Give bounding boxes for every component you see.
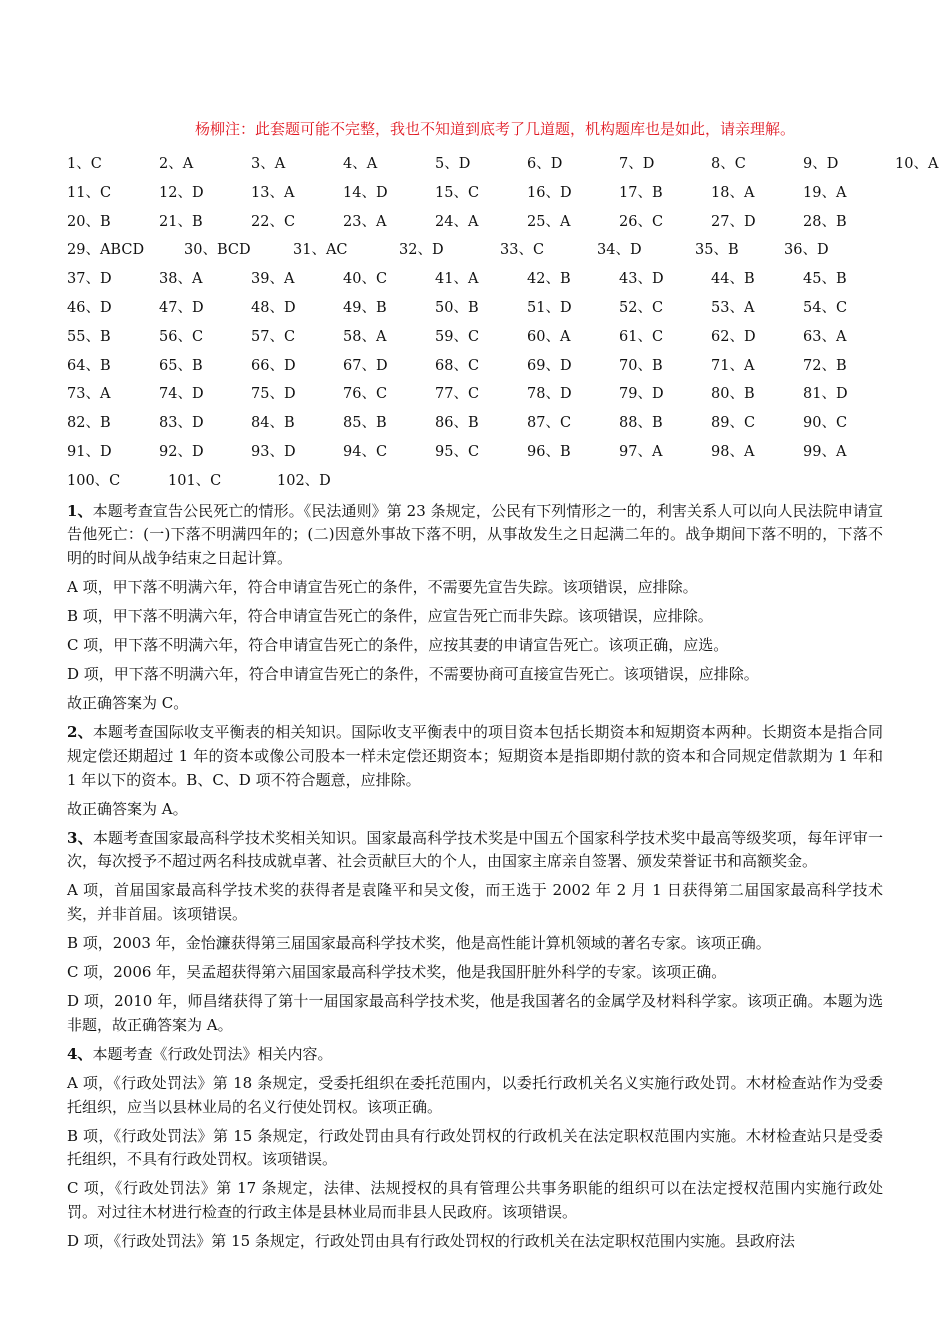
paragraph-text: D 项，甲下落不明满六年，符合申请宣告死亡的条件，不需要协商可直接宣告死亡。该项错误，应排除。 bbox=[67, 665, 759, 684]
answer-cell: 43、D bbox=[619, 271, 664, 288]
explanation-paragraph bbox=[67, 990, 883, 1037]
answer-row bbox=[67, 352, 883, 381]
answer-cell: 96、B bbox=[527, 443, 571, 460]
answer-cell: 70、B bbox=[619, 357, 663, 374]
answer-cell: 102、D bbox=[277, 472, 331, 489]
explanation-paragraph bbox=[67, 1125, 883, 1172]
explanation-paragraph bbox=[67, 721, 883, 792]
explanation-paragraph bbox=[67, 961, 883, 985]
answer-cell: 31、AC bbox=[293, 242, 348, 259]
answer-cell: 100、C bbox=[67, 472, 121, 489]
paragraph-text: 本题考查宣告公民死亡的情形。《民法通则》第 23 条规定，公民有下列情形之一的，利害关系人可以向人民法院申请宣告他死亡：(一)下落不明满四年的；(二)因意外事故下落不明，从事故发生之日起满二年的。战争期间下落不明的，下落不明的时间从战争结束之日起计算。 bbox=[67, 501, 883, 567]
answer-cell: 45、B bbox=[803, 271, 847, 288]
question-number: 1、 bbox=[67, 501, 93, 520]
question-number: 2、 bbox=[67, 723, 93, 742]
answer-cell: 81、D bbox=[803, 386, 848, 403]
answer-cell: 61、C bbox=[619, 328, 664, 345]
answer-cell: 79、D bbox=[619, 386, 664, 403]
explanation-paragraph bbox=[67, 1177, 883, 1224]
paragraph-text: B 项，《行政处罚法》第 15 条规定，行政处罚由具有行政处罚权的行政机关在法定职权范围内实施。木材检查站只是受委托组织，不具有行政处罚权。该项错误。 bbox=[67, 1126, 883, 1169]
paragraph-text: D 项，《行政处罚法》第 15 条规定，行政处罚由具有行政处罚权的行政机关在法定职权范围内实施。县政府法 bbox=[67, 1232, 795, 1251]
answer-cell: 78、D bbox=[527, 386, 572, 403]
answer-cell: 59、C bbox=[435, 328, 480, 345]
explanation-paragraph bbox=[67, 1230, 883, 1254]
answer-cell: 85、B bbox=[343, 415, 387, 432]
paragraph-text: C 项，2006 年，吴孟超获得第六届国家最高科学技术奖，他是我国肝脏外科学的专家。该项正确。 bbox=[67, 963, 727, 982]
answer-row bbox=[67, 265, 883, 294]
answer-cell: 6、D bbox=[527, 156, 563, 172]
answer-cell: 83、D bbox=[159, 415, 204, 432]
answer-cell: 14、D bbox=[343, 184, 388, 201]
answer-cell: 5、D bbox=[435, 156, 471, 172]
explanation-paragraph bbox=[67, 798, 883, 822]
explanation-paragraph bbox=[67, 932, 883, 956]
answer-cell: 57、C bbox=[251, 328, 296, 345]
answer-cell: 36、D bbox=[784, 242, 829, 259]
answer-cell: 86、B bbox=[435, 415, 479, 432]
answer-cell: 58、A bbox=[343, 328, 387, 345]
answer-cell: 27、D bbox=[711, 213, 756, 230]
answer-cell: 23、A bbox=[343, 213, 387, 230]
answer-cell: 64、B bbox=[67, 357, 111, 374]
answer-cell: 49、B bbox=[343, 299, 387, 316]
answer-cell: 15、C bbox=[435, 184, 480, 201]
answer-cell: 12、D bbox=[159, 184, 204, 201]
answer-cell: 16、D bbox=[527, 184, 572, 201]
paragraph-text: B 项，甲下落不明满六年，符合申请宣告死亡的条件，应宣告死亡而非失踪。该项错误，应排除。 bbox=[67, 606, 713, 625]
paragraph-text: 本题考查国际收支平衡表的相关知识。国际收支平衡表中的项目资本包括长期资本和短期资本两种。长期资本是指合同规定偿还期超过 1 年的资本或像公司股本一样未定偿还期资本；短期资本是指即期付款的资本和合同规定借款期为 1 年和 1 年以下的资本。B、C、D 项不符合题意，应排除。 bbox=[67, 723, 883, 789]
question-number: 4、 bbox=[67, 1044, 93, 1063]
answer-cell: 2、A bbox=[159, 156, 194, 172]
answer-cell: 22、C bbox=[251, 213, 296, 230]
answer-cell: 32、D bbox=[399, 242, 444, 259]
answer-cell: 56、C bbox=[159, 328, 204, 345]
answer-cell: 82、B bbox=[67, 415, 111, 432]
answer-cell: 20、B bbox=[67, 213, 111, 230]
explanation-paragraph bbox=[67, 827, 883, 874]
answer-row bbox=[67, 323, 883, 352]
answer-cell: 91、D bbox=[67, 443, 112, 460]
answer-cell: 18、A bbox=[711, 184, 755, 201]
explanation-paragraph bbox=[67, 663, 883, 687]
answer-row bbox=[67, 409, 883, 438]
answer-cell: 66、D bbox=[251, 357, 296, 374]
answer-cell: 46、D bbox=[67, 299, 112, 316]
answer-cell: 24、A bbox=[435, 213, 479, 230]
answer-cell: 11、C bbox=[67, 184, 112, 201]
answer-cell: 17、B bbox=[619, 184, 663, 201]
answer-cell: 98、A bbox=[711, 443, 755, 460]
explanation-paragraph bbox=[67, 1072, 883, 1119]
answer-cell: 94、C bbox=[343, 443, 388, 460]
answer-cell: 77、C bbox=[435, 386, 480, 403]
answer-cell: 63、A bbox=[803, 328, 847, 345]
answer-cell: 35、B bbox=[695, 242, 739, 259]
answer-row bbox=[67, 236, 883, 265]
answer-cell: 19、A bbox=[803, 184, 847, 201]
answer-cell: 8、C bbox=[711, 156, 746, 172]
answer-cell: 39、A bbox=[251, 271, 295, 288]
explanation-paragraph bbox=[67, 605, 883, 629]
answer-cell: 62、D bbox=[711, 328, 756, 345]
answer-cell: 28、B bbox=[803, 213, 847, 230]
paragraph-text: B 项，2003 年，金怡濂获得第三届国家最高科学技术奖，他是高性能计算机领域的著名专家。该项正确。 bbox=[67, 934, 771, 953]
answer-cell: 72、B bbox=[803, 357, 847, 374]
answer-cell: 29、ABCD bbox=[67, 242, 145, 259]
answer-cell: 26、C bbox=[619, 213, 664, 230]
answer-cell: 40、C bbox=[343, 271, 388, 288]
answer-cell: 80、B bbox=[711, 386, 755, 403]
paragraph-text: 故正确答案为 C。 bbox=[67, 694, 189, 713]
answer-cell: 48、D bbox=[251, 299, 296, 316]
paragraph-text: A 项，《行政处罚法》第 18 条规定，受委托组织在委托范围内，以委托行政机关名义实施行政处罚。木材检查站作为受委托组织，应当以县林业局的名义行使处罚权。该项正确。 bbox=[67, 1074, 883, 1116]
answer-cell: 92、D bbox=[159, 443, 204, 460]
answer-row bbox=[67, 150, 939, 179]
answer-cell: 3、A bbox=[251, 156, 286, 172]
answer-cell: 50、B bbox=[435, 299, 479, 316]
answer-cell: 53、A bbox=[711, 299, 755, 316]
paragraph-text: C 项，甲下落不明满六年，符合申请宣告死亡的条件，应按其妻的申请宣告死亡。该项正确，应选。 bbox=[67, 636, 729, 655]
answer-cell: 90、C bbox=[803, 415, 848, 432]
paragraph-text: A 项，甲下落不明满六年，符合申请宣告死亡的条件，不需要先宣告失踪。该项错误，应排除。 bbox=[67, 577, 698, 596]
answer-cell: 25、A bbox=[527, 213, 571, 230]
answer-cell: 54、C bbox=[803, 299, 848, 316]
explanation-paragraph bbox=[67, 1043, 883, 1067]
answer-cell: 71、A bbox=[711, 357, 755, 374]
answer-cell: 44、B bbox=[711, 271, 755, 288]
explanation-paragraph bbox=[67, 879, 883, 926]
answer-row bbox=[67, 179, 883, 208]
answer-row bbox=[67, 467, 883, 496]
answer-row bbox=[67, 294, 883, 323]
answer-cell: 1、C bbox=[67, 156, 102, 172]
answer-cell: 69、D bbox=[527, 357, 572, 374]
paragraph-text: 故正确答案为 A。 bbox=[67, 799, 188, 818]
answer-cell: 88、B bbox=[619, 415, 663, 432]
paragraph-text: 本题考查国家最高科学技术奖相关知识。国家最高科学技术奖是中国五个国家科学技术奖中最高等级奖项，每年评审一次，每次授予不超过两名科技成就卓著、社会贡献巨大的个人，由国家主席亲自签署、颁发荣誉证书和高额奖金。 bbox=[67, 828, 883, 871]
explanations bbox=[67, 500, 883, 1254]
paragraph-text: 本题考查《行政处罚法》相关内容。 bbox=[92, 1044, 333, 1063]
answer-cell: 52、C bbox=[619, 299, 664, 316]
answer-cell: 37、D bbox=[67, 271, 112, 288]
answer-cell: 33、C bbox=[500, 242, 545, 259]
answer-cell: 95、C bbox=[435, 443, 480, 460]
answer-cell: 42、B bbox=[527, 271, 571, 288]
answer-cell: 99、A bbox=[803, 443, 847, 460]
answer-cell: 38、A bbox=[159, 271, 203, 288]
answer-cell: 10、A bbox=[895, 156, 939, 172]
answer-cell: 97、A bbox=[619, 443, 663, 460]
answer-cell: 47、D bbox=[159, 299, 204, 316]
answer-cell: 41、A bbox=[435, 271, 479, 288]
answer-cell: 87、C bbox=[527, 415, 572, 432]
explanation-paragraph bbox=[67, 634, 883, 658]
answer-row bbox=[67, 208, 883, 237]
answer-cell: 13、A bbox=[251, 184, 295, 201]
answer-row bbox=[67, 438, 883, 467]
answer-cell: 4、A bbox=[343, 156, 378, 172]
answer-key bbox=[67, 150, 939, 496]
explanation-paragraph bbox=[67, 692, 883, 716]
paragraph-text: C 项，《行政处罚法》第 17 条规定，法律、法规授权的具有管理公共事务职能的组织可以在法定授权范围内实施行政处罚。对过往木材进行检查的行政主体是县林业局而非县人民政府。该项错误。 bbox=[67, 1179, 883, 1221]
answer-cell: 89、C bbox=[711, 415, 756, 432]
answer-cell: 73、A bbox=[67, 386, 111, 403]
explanation-paragraph bbox=[67, 500, 883, 571]
answer-cell: 21、B bbox=[159, 213, 203, 230]
editor-note: 杨柳注：此套题可能不完整，我也不知道到底考了几道题，机构题库也是如此，请亲理解。 bbox=[194, 120, 795, 138]
answer-cell: 68、C bbox=[435, 357, 480, 374]
answer-cell: 74、D bbox=[159, 386, 204, 403]
document-page bbox=[67, 118, 939, 1259]
answer-cell: 93、D bbox=[251, 443, 296, 460]
answer-cell: 55、B bbox=[67, 328, 111, 345]
answer-cell: 84、B bbox=[251, 415, 295, 432]
answer-cell: 75、D bbox=[251, 386, 296, 403]
explanation-paragraph bbox=[67, 576, 883, 600]
answer-cell: 67、D bbox=[343, 357, 388, 374]
paragraph-text: A 项，首届国家最高科学技术奖的获得者是袁隆平和吴文俊，而王选于 2002 年 2 月 1 日获得第二届国家最高科学技术奖，并非首届。该项错误。 bbox=[67, 881, 883, 923]
answer-row bbox=[67, 380, 883, 409]
answer-cell: 9、D bbox=[803, 156, 839, 172]
answer-cell: 30、BCD bbox=[184, 242, 251, 259]
answer-cell: 65、B bbox=[159, 357, 203, 374]
answer-cell: 76、C bbox=[343, 386, 388, 403]
answer-cell: 51、D bbox=[527, 299, 572, 316]
answer-cell: 34、D bbox=[597, 242, 642, 259]
paragraph-text: D 项，2010 年，师昌绪获得了第十一届国家最高科学技术奖，他是我国著名的金属学及材料科学家。该项正确。本题为选非题，故正确答案为 A。 bbox=[67, 992, 883, 1034]
answer-cell: 7、D bbox=[619, 156, 655, 172]
question-number: 3、 bbox=[67, 828, 93, 847]
answer-cell: 101、C bbox=[168, 472, 222, 489]
answer-cell: 60、A bbox=[527, 328, 571, 345]
